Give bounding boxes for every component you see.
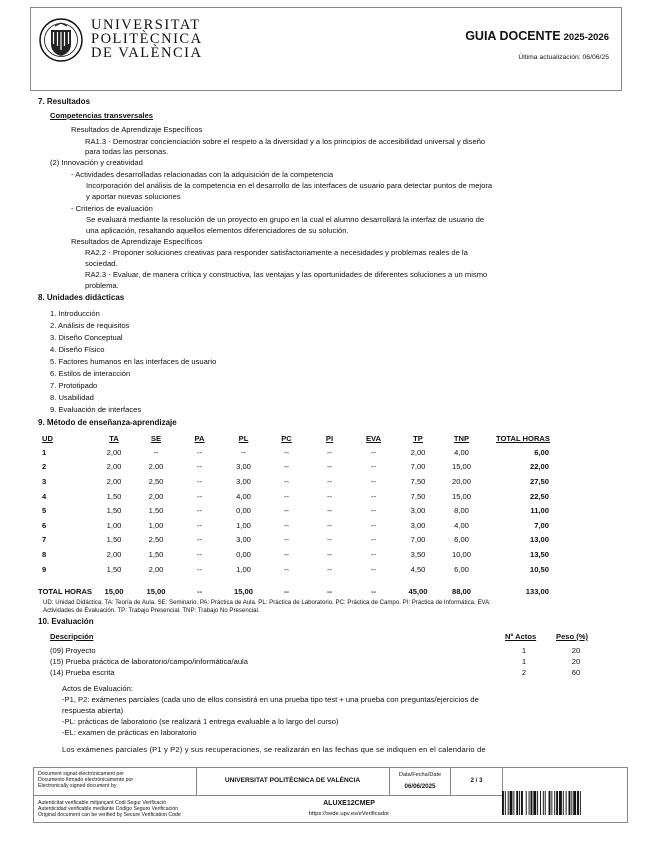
table-row: [36, 474, 563, 489]
section-7-line: - Criterios de evaluación: [71, 204, 153, 213]
hours-cell: 3,00: [236, 535, 251, 545]
hours-cell: 13,00: [529, 535, 549, 545]
unit-item: 8. Usabilidad: [50, 393, 94, 402]
table-row: [36, 503, 563, 518]
hours-cell: --: [283, 564, 290, 574]
section-7-line: RA1.3 - Demostrar concienciación sobre el respeto a la diversidad y a los principios de accesibilidad universal y diseño: [85, 137, 486, 146]
hours-cell: --: [283, 535, 290, 545]
page-number: 2 / 3: [470, 777, 483, 784]
table-row: [36, 533, 563, 548]
unit-number-cell: 8: [42, 549, 47, 559]
total-hours-cell: --: [196, 587, 203, 596]
barcode-bar: [510, 791, 513, 815]
section-7-line: Incorporación del análisis de la competencia en el desarrollo de las interfaces de usuario para detectar puntos de mejora: [86, 181, 493, 190]
barcode-bar: [513, 791, 514, 815]
teaching-hours-table: [36, 432, 563, 576]
eval-actos: 1: [521, 646, 527, 655]
date-label: Data/Fecha/Date: [398, 772, 442, 778]
signed-line: Document signat electrònicament per: [38, 771, 124, 777]
hours-cell: 22,00: [529, 462, 549, 472]
hours-cell: --: [370, 462, 377, 472]
unit-item: 4. Diseño Físico: [50, 345, 105, 354]
column-header: SE: [150, 434, 162, 443]
hours-cell: 3,50: [410, 549, 426, 559]
column-header: TOTAL HORAS: [495, 434, 550, 443]
unit-item: 5. Factores humanos en las interfaces de usuario: [50, 357, 217, 366]
barcode-bar: [563, 791, 564, 815]
hours-cell: 7,00: [410, 535, 426, 545]
unit-number-cell: 1: [42, 447, 47, 457]
table-row: [36, 445, 563, 460]
barcode-bar: [554, 791, 555, 815]
eval-peso: 60: [571, 668, 581, 677]
hours-cell: --: [326, 447, 333, 457]
barcode-bar: [580, 791, 581, 815]
unit-item: 3. Diseño Conceptual: [50, 333, 123, 342]
hours-cell: --: [326, 549, 333, 559]
unit-number-cell: 4: [42, 491, 47, 501]
unit-item: 2. Análisis de requisitos: [50, 321, 130, 330]
hours-cell: 3,00: [410, 520, 426, 530]
barcode-bar: [529, 791, 530, 815]
hours-cell: 8,00: [454, 506, 469, 516]
hours-cell: --: [196, 549, 203, 559]
hours-cell: 4,50: [410, 564, 426, 574]
hours-cell: 15,00: [451, 491, 471, 501]
section-10-heading: 10. Evaluación: [38, 617, 94, 626]
column-header: TNP: [453, 434, 470, 443]
column-header: PL: [238, 434, 249, 443]
section-7-line: Resultados de Aprendizaje Específicos: [71, 125, 203, 134]
hours-cell: --: [370, 535, 377, 545]
barcode-bar: [519, 791, 520, 815]
hours-cell: --: [153, 447, 159, 457]
hours-cell: 0,00: [236, 506, 251, 516]
signed-line: Documento firmado electrónicamente por: [38, 777, 134, 784]
eval-description: (15) Prueba práctica de laboratorio/campo/informática/aula: [50, 657, 248, 666]
verification-code: ALUXE12CMEP: [323, 800, 375, 807]
hours-cell: --: [326, 520, 333, 530]
verify-line: Autenticidad verificable mediante Código Seguro Verificación: [38, 806, 179, 813]
column-header: UD: [42, 434, 53, 443]
barcode-bar: [540, 791, 541, 815]
hours-cell: 1,00: [236, 564, 251, 574]
hours-cell: 0,00: [236, 549, 251, 559]
hours-cell: 1,50: [106, 491, 122, 501]
barcode-bar: [502, 791, 504, 815]
hours-cell: --: [283, 549, 290, 559]
hours-cell: --: [196, 535, 203, 545]
eval-peso: 20: [571, 646, 581, 655]
hours-cell: 2,00: [148, 564, 164, 574]
verification-url[interactable]: https://sede.upv.es/eVerificador: [308, 811, 390, 817]
hours-cell: --: [196, 476, 203, 486]
hours-cell: 27,50: [529, 476, 549, 486]
eval-description: (09) Proyecto: [50, 646, 96, 655]
hours-cell: --: [196, 462, 203, 472]
eval-note: Actos de Evaluación:: [62, 684, 133, 693]
barcode-bar: [533, 791, 536, 815]
hours-cell: 2,50: [148, 476, 164, 486]
hours-cell: --: [370, 549, 377, 559]
eval-actos: 1: [521, 657, 527, 666]
guide-title-text: GUIA DOCENTE: [465, 29, 561, 43]
total-hours-row: [38, 587, 92, 596]
hours-cell: 2,00: [106, 462, 122, 472]
hours-cell: 1,50: [148, 506, 164, 516]
barcode-bar: [559, 791, 562, 815]
hours-cell: 1,50: [106, 506, 122, 516]
hours-cell: --: [370, 476, 377, 486]
academic-year: 2025-2026: [563, 32, 609, 43]
hours-cell: 1,00: [236, 520, 251, 530]
unit-number-cell: 7: [42, 535, 47, 545]
total-hours-cell: 15,00: [146, 587, 166, 596]
hours-cell: 10,00: [451, 549, 471, 559]
eval-final-line: Los exámenes parciales (P1 y P2) y sus recuperaciones, se realizarán en las fechas que se indiquen en el calendario de: [62, 745, 486, 754]
verify-text: [38, 800, 181, 819]
eval-actos: 2: [521, 668, 527, 677]
barcode-bar: [556, 791, 558, 815]
verify-line: Original document can be verified by Secure Verification Code: [38, 812, 181, 819]
hours-cell: --: [196, 506, 203, 516]
hours-cell: 7,50: [410, 491, 426, 501]
barcode-bar: [569, 791, 571, 815]
unit-item: 6. Estilos de interacción: [50, 369, 131, 378]
table-header-row: [36, 432, 563, 445]
unit-number-cell: 5: [42, 506, 47, 516]
eval-col-actos: Nº Actos: [505, 632, 537, 641]
unit-number-cell: 3: [42, 476, 47, 486]
total-hours-cell: 133,00: [525, 587, 549, 596]
hours-cell: --: [283, 462, 290, 472]
hours-cell: 1,50: [148, 549, 164, 559]
table-row: [36, 518, 563, 533]
barcode-bar: [543, 791, 544, 815]
hours-cell: 3,00: [236, 476, 251, 486]
hours-cell: --: [283, 476, 290, 486]
university-seal-icon: [39, 15, 83, 65]
hours-cell: 6,00: [534, 447, 549, 457]
hours-cell: --: [326, 476, 333, 486]
hours-cell: --: [196, 520, 203, 530]
hours-cell: --: [326, 564, 333, 574]
barcode-bar: [508, 791, 509, 815]
hours-cell: 3,00: [236, 462, 251, 472]
hours-cell: 2,50: [148, 535, 164, 545]
hours-cell: 4,00: [454, 520, 469, 530]
signed-by-text: [38, 771, 133, 790]
hours-cell: 7,00: [410, 462, 426, 472]
barcode-bar: [516, 791, 518, 815]
table-legend-line-2: Actividades de Evaluación. TP: Trabajo Presencial. TNP: Trabajo No Presencial.: [43, 607, 260, 614]
hours-cell: 6,00: [454, 564, 469, 574]
barcode-bar: [571, 791, 572, 815]
hours-cell: 13,50: [529, 549, 549, 559]
section-7-line: Resultados de Aprendizaje Específicos: [71, 237, 203, 246]
guide-title: [465, 29, 609, 43]
hours-cell: --: [196, 447, 203, 457]
document-header: [30, 7, 622, 91]
hours-cell: 11,00: [530, 506, 549, 516]
section-7-line: para todas las personas.: [85, 147, 169, 156]
total-hours-cell: 15,00: [104, 587, 124, 596]
eval-note: -PL: prácticas de laboratorio (se realizará 1 entrega evaluable a lo largo del curso): [62, 717, 339, 726]
barcode-bar: [531, 791, 533, 815]
section-7-line: problema.: [85, 281, 119, 290]
total-hours-cell: 45,00: [408, 587, 428, 596]
section-7-line: sociedad.: [85, 259, 118, 268]
verify-line: Autenticitat verificable mitjançant Codi Segur Verificació: [38, 800, 167, 806]
signing-institution: UNIVERSITAT POLITÈCNICA DE VALÈNCIA: [224, 777, 361, 784]
barcode-bar: [521, 791, 523, 815]
barcode-bar: [566, 791, 567, 815]
hours-cell: 1,00: [106, 520, 122, 530]
hours-cell: 2,00: [106, 549, 122, 559]
total-hours-cell: 88,00: [451, 587, 471, 596]
signature-date: 06/06/2025: [404, 783, 436, 790]
hours-cell: --: [370, 520, 377, 530]
hours-cell: 2,00: [106, 476, 122, 486]
section-7-line: RA2.3 - Evaluar, de manera crítica y constructiva, las ventajas y las oportunidades de diferentes soluciones a un mismo: [85, 270, 488, 279]
hours-cell: --: [326, 491, 333, 501]
signed-line: Electronically signed document by: [38, 783, 117, 790]
barcode-bar: [549, 791, 551, 815]
barcode-bar: [545, 791, 546, 815]
table-row: [36, 562, 563, 577]
barcode-icon: [502, 791, 620, 815]
section-7-line: una aplicación, resaltando aquellos elementos diferenciadores de su solución.: [86, 226, 349, 235]
hours-cell: --: [240, 447, 247, 457]
barcode-bar: [551, 791, 552, 815]
section-8-heading: 8. Unidades didácticas: [38, 293, 125, 302]
unit-number-cell: 2: [42, 462, 47, 472]
section-7-line: y aportar nuevas soluciones: [86, 192, 181, 201]
university-line-1: UNIVERSITAT: [91, 17, 201, 33]
total-hours-cell: --: [370, 587, 377, 596]
hours-cell: --: [283, 520, 290, 530]
total-hours-cell: --: [326, 587, 333, 596]
hours-cell: 2,00: [410, 447, 426, 457]
column-header: TA: [109, 434, 119, 443]
table-row: [36, 489, 563, 504]
hours-cell: --: [326, 535, 333, 545]
hours-cell: 4,00: [236, 491, 251, 501]
hours-cell: --: [283, 447, 290, 457]
section-7-line: - Actividades desarrolladas relacionadas con la adquisición de la competencia: [71, 170, 334, 179]
barcode-bar: [537, 791, 538, 815]
section-9-heading: 9. Método de enseñanza-aprendizaje: [38, 418, 177, 427]
table-row: [36, 547, 563, 562]
hours-cell: --: [370, 447, 377, 457]
hours-cell: 1,00: [148, 520, 164, 530]
hours-cell: --: [196, 564, 203, 574]
eval-description: (14) Prueba escrita: [50, 668, 115, 677]
eval-note: -P1, P2: exámenes parciales (cada uno de ellos consistirá en una prueba tipo test + una prueba con preguntas/ejercicios de: [62, 695, 479, 704]
hours-cell: --: [283, 506, 290, 516]
section-7-line: RA2.2 - Proponer soluciones creativas para responder satisfactoriamente a necesidades y problemas reales de la: [85, 248, 468, 257]
hours-cell: 3,00: [410, 506, 426, 516]
hours-cell: --: [326, 506, 333, 516]
university-name: [91, 18, 203, 60]
section-7-line: (2) Innovación y creatividad: [50, 158, 143, 167]
hours-cell: --: [283, 491, 290, 501]
column-header: EVA: [365, 434, 382, 443]
hours-cell: --: [370, 506, 377, 516]
unit-number-cell: 6: [42, 520, 47, 530]
hours-cell: 1,50: [106, 535, 122, 545]
eval-note: -EL: examen de prácticas en laboratorio: [62, 728, 197, 737]
hours-cell: 7,00: [534, 520, 549, 530]
barcode-bar: [526, 791, 527, 815]
total-label: TOTAL HORAS: [38, 587, 93, 596]
eval-col-peso: Peso (%): [556, 632, 589, 641]
hours-cell: --: [326, 462, 333, 472]
hours-cell: 2,00: [148, 491, 164, 501]
hours-cell: 10,50: [529, 564, 549, 574]
signature-footer: [33, 767, 628, 823]
eval-col-description: Descripción: [50, 632, 94, 641]
hours-cell: 2,00: [106, 447, 122, 457]
column-header: PA: [194, 434, 205, 443]
section-7-subheading: Competencias transversales: [50, 111, 153, 120]
total-hours-cell: --: [283, 587, 290, 596]
table-row: [36, 460, 563, 475]
hours-cell: --: [196, 491, 203, 501]
university-line-2: POLITÈCNICA: [91, 31, 203, 47]
hours-cell: 1,50: [106, 564, 122, 574]
eval-peso: 20: [571, 657, 581, 666]
column-header: PC: [281, 434, 292, 443]
university-line-3: DE VALÈNCIA: [91, 45, 203, 61]
hours-cell: 4,00: [454, 447, 469, 457]
section-7-line: Se evaluará mediante la resolución de un proyecto en grupo en la cual el alumno desarrollará la interfaz de usuario de: [86, 215, 485, 224]
unit-item: 1. Introducción: [50, 309, 100, 318]
hours-cell: 20,00: [451, 476, 471, 486]
last-update: Última actualización: 06/06/25: [518, 54, 609, 61]
hours-cell: --: [370, 564, 377, 574]
unit-item: 7. Prototipado: [50, 381, 98, 390]
section-7-heading: 7. Resultados: [38, 97, 91, 106]
table-legend-line-1: UD: Unidad Didáctica. TA: Teoría de Aula. SE: Seminario. PA: Práctica de Aula. PL: Práctica de Laboratorio. PC: Práctica de Campo. PI: Práctica de Informática. EVA:: [43, 599, 491, 606]
hours-cell: 6,00: [454, 535, 469, 545]
column-header: PI: [325, 434, 334, 443]
hours-cell: 15,00: [451, 462, 471, 472]
eval-note: respuesta abierta): [62, 706, 124, 715]
hours-cell: --: [370, 491, 377, 501]
column-header: TP: [413, 434, 423, 443]
unit-item: 9. Evaluación de interfaces: [50, 405, 142, 414]
total-hours-cell: 15,00: [233, 587, 253, 596]
hours-cell: 22,50: [529, 491, 549, 501]
hours-cell: 7,50: [410, 476, 426, 486]
barcode-bar: [505, 791, 506, 815]
hours-cell: 2,00: [148, 462, 164, 472]
unit-number-cell: 9: [42, 564, 47, 574]
barcode-bar: [577, 791, 579, 815]
barcode-bar: [573, 791, 576, 815]
